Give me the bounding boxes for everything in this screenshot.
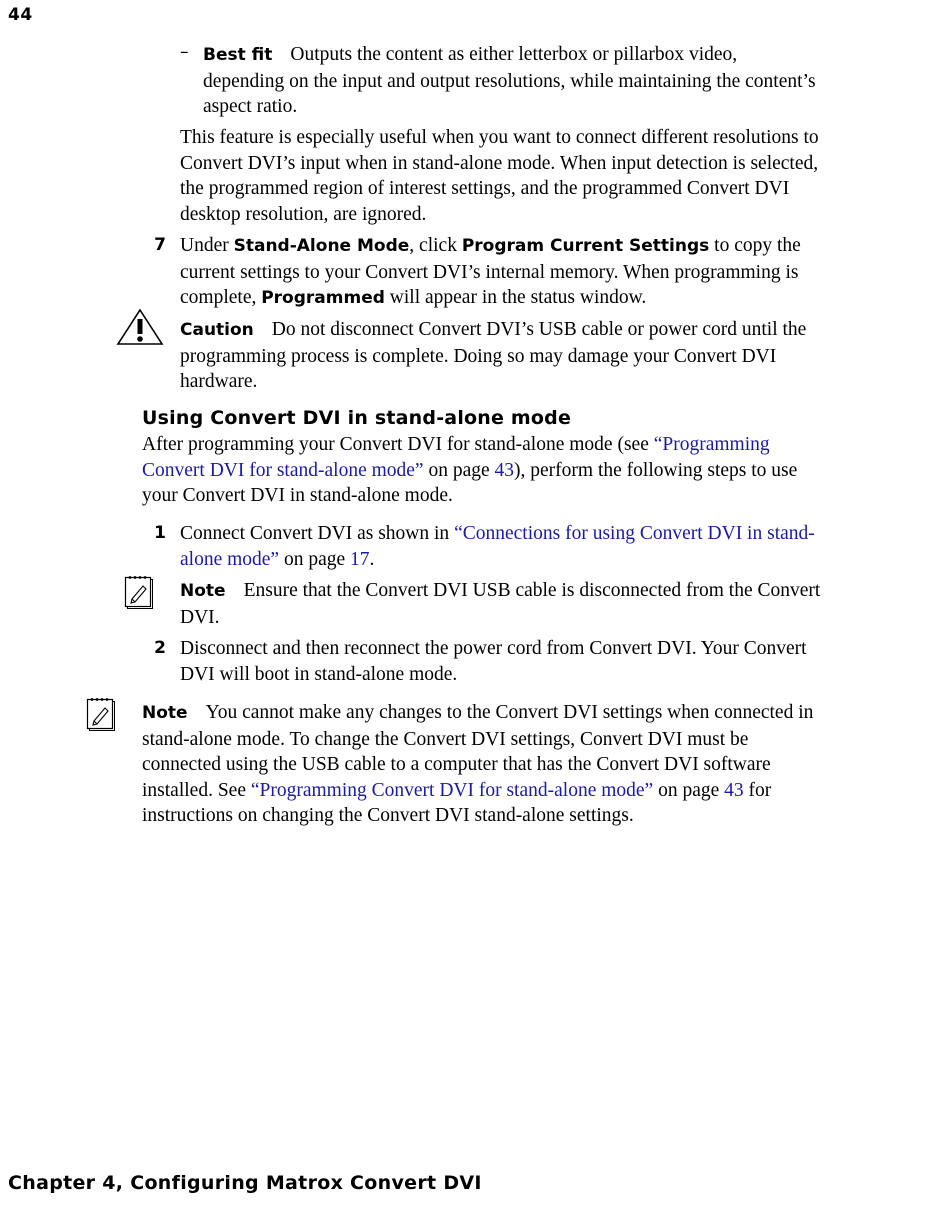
link-programming-stand-alone[interactable]: “Programming Convert DVI for stand-alone mode” xyxy=(250,779,654,801)
step-7-text-part: , click xyxy=(409,235,462,256)
notepad-pencil-icon xyxy=(85,696,117,732)
note-1-block xyxy=(180,578,830,630)
link-page-43[interactable]: 43 xyxy=(724,779,744,801)
link-page-17[interactable]: 17 xyxy=(350,548,370,570)
section-heading-wrapper xyxy=(142,407,571,429)
note-2-text-part: You cannot make any changes to the Convert DVI settings when connected in stand-alone mode. To change the Convert DVI settings, Convert DVI must be connected using the USB cable to a computer that has the Convert DVI software installed. See xyxy=(142,702,814,801)
ui-label-stand-alone-mode: Stand-Alone Mode xyxy=(233,236,410,256)
best-fit-item xyxy=(203,42,823,120)
ui-label-program-current-settings: Program Current Settings xyxy=(461,236,710,256)
step-1-text-part: . xyxy=(369,548,375,570)
caution-text: Do not disconnect Convert DVI’s USB cable or power cord until the programming process is complete. Doing so may damage your Convert DVI hardware. xyxy=(180,319,807,393)
step-number: 7 xyxy=(154,235,166,255)
step-7-text-part: will appear in the status window. xyxy=(384,287,647,309)
intro-text-part: After programming your Convert DVI for stand-alone mode (see xyxy=(142,434,654,455)
bullet-dash: – xyxy=(180,42,189,62)
step-number: 1 xyxy=(154,523,166,543)
intro-text-part: on page xyxy=(423,459,495,481)
note-2-text-part: for instructions on changing the Convert DVI stand-alone settings. xyxy=(142,779,772,827)
note-2-label: Note xyxy=(142,703,188,723)
caution-block xyxy=(180,317,835,395)
intro-text-part: ), perform the following steps to use your Convert DVI in stand-alone mode. xyxy=(142,459,798,507)
page-footer: Chapter 4, Configuring Matrox Convert DVI xyxy=(8,1172,482,1194)
note-1-label: Note xyxy=(180,581,226,601)
note-2-text-part: on page xyxy=(653,779,725,801)
notepad-pencil-icon xyxy=(123,574,155,610)
link-page-43[interactable]: 43 xyxy=(494,459,515,481)
step-1-text-part: on page xyxy=(279,548,351,570)
best-fit-text: Outputs the content as either letterbox or pillarbox video, depending on the input and output resolutions, while maintaining the content’s aspect ratio. xyxy=(203,44,816,118)
step-number: 2 xyxy=(154,638,166,658)
step-7-text-part: to copy the current settings to your Convert DVI’s internal memory. When programming is complete, xyxy=(180,235,801,309)
best-fit-term: Best fit xyxy=(203,45,273,65)
section-intro xyxy=(142,432,832,509)
step-2-text: Disconnect and then reconnect the power cord from Convert DVI. Your Convert DVI will boot in stand-alone mode. xyxy=(180,638,807,685)
ui-label-programmed: Programmed xyxy=(261,288,385,309)
warning-triangle-icon xyxy=(116,308,164,346)
step-1-text xyxy=(180,521,830,572)
step-7-text xyxy=(180,233,835,312)
link-connections-stand-alone[interactable]: “Connections for using Convert DVI in stand-alone mode” xyxy=(180,523,815,570)
note-1-text: Ensure that the Convert DVI USB cable is disconnected from the Convert DVI. xyxy=(180,580,821,628)
page-number: 44 xyxy=(8,5,33,25)
step-1-text-part: Connect Convert DVI as shown in xyxy=(180,523,455,544)
caution-label: Caution xyxy=(180,320,254,340)
note-2-block xyxy=(142,700,832,829)
link-programming-stand-alone[interactable]: “Programming Convert DVI for stand-alone mode” xyxy=(142,434,770,481)
feature-paragraph: This feature is especially useful when you want to connect different resolutions to Convert DVI’s input when in stand-alone mode. When input detection is selected, the programmed region of interest settings, and the programmed Convert DVI desktop resolution, are ignored. xyxy=(180,127,819,225)
step-7-text-part: Under xyxy=(180,235,234,256)
section-heading: Using Convert DVI in stand-alone mode xyxy=(142,407,572,429)
